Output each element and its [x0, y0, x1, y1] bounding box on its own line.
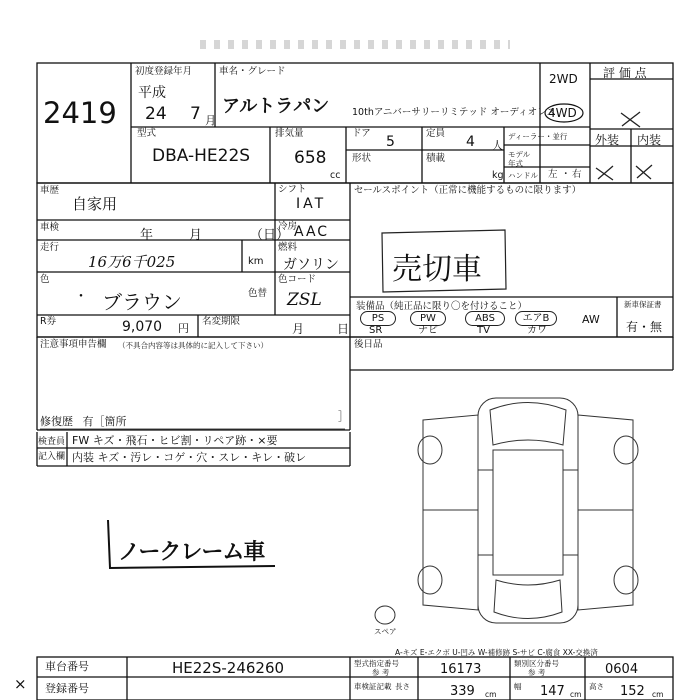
- mileage-value: 16万6千025: [88, 253, 176, 271]
- spare-label: スペア: [374, 627, 397, 636]
- notes-label: 注意事項申告欄: [40, 339, 107, 350]
- inspection-day: （日）: [250, 228, 290, 243]
- chassis-label: 車台番号: [45, 660, 89, 673]
- equip-pw: PW: [410, 311, 446, 326]
- sales-point-note: 売切車: [392, 252, 482, 287]
- aircon-label: 冷房: [278, 221, 298, 232]
- repair-text: 有［箇所: [82, 415, 127, 428]
- equip-navi: ナビ: [418, 325, 438, 336]
- lot-number: 2419: [43, 96, 117, 130]
- car-damage-diagram: [375, 398, 638, 624]
- history-label: 車歴: [40, 185, 60, 196]
- inspector-label-2: 記入欄: [38, 452, 66, 462]
- aircon-value: AAC: [294, 224, 330, 240]
- inspection-day-text: 日: [263, 228, 277, 243]
- equip-airbag: エアB: [515, 311, 557, 326]
- equip-aw: AW: [582, 313, 600, 326]
- model-value: DBA-HE22S: [152, 146, 251, 166]
- seating-label: 定員: [426, 128, 446, 139]
- category-sub: 参 考: [528, 668, 546, 677]
- width-value: 147: [540, 684, 565, 699]
- dealer-label: ディーラー・並行: [508, 132, 568, 141]
- history-value: 自家用: [72, 195, 118, 213]
- category-value: 0604: [605, 662, 639, 677]
- warranty-label: 新車保証書: [624, 300, 662, 309]
- era: 平成: [138, 85, 166, 101]
- model-label: 型式: [137, 128, 157, 139]
- name-change-label: 名変期限: [202, 316, 241, 327]
- equip-abs: ABS: [465, 311, 505, 326]
- recycle-label: R券: [40, 316, 57, 327]
- mileage-label: 走行: [40, 242, 60, 253]
- doors-label: ドア: [352, 128, 371, 139]
- repair-label: 修復歴: [40, 415, 73, 428]
- equip-leather: カワ: [527, 325, 547, 336]
- inspector-line-2: 内装 キズ・汚レ・コゲ・穴・スレ・キレ・破レ: [72, 451, 307, 464]
- height-label: 高さ: [589, 682, 604, 691]
- shape-label: 形状: [352, 153, 372, 164]
- drive-2wd: 2WD: [549, 72, 578, 86]
- inspection-year: 年: [140, 228, 154, 243]
- handle-label: ハンドル: [508, 171, 538, 180]
- category-label: 類別区分番号: [514, 659, 559, 668]
- length-label: 長さ: [395, 682, 410, 691]
- shift-value: IAT: [296, 196, 327, 212]
- name-change-day: 日: [337, 322, 350, 336]
- equip-sr: SR: [369, 325, 383, 336]
- reg-month-unit: 月: [205, 114, 216, 127]
- handle-right: 右: [572, 169, 582, 180]
- width-label: 幅: [514, 682, 522, 691]
- width-unit: cm: [570, 690, 582, 699]
- reg-year: 24: [145, 104, 167, 124]
- notes-sub: （不具合内容等は具体的に記入して下さい）: [118, 341, 268, 350]
- car-name-label: 車名・グレード: [219, 66, 286, 77]
- inspector-label-1: 検査員: [38, 437, 66, 447]
- drive-4wd: 4WD: [548, 106, 577, 120]
- equipment-label: 装備品（純正品に限り〇を付けること）: [356, 301, 528, 312]
- mileage-unit: km: [248, 256, 264, 267]
- length-value: 339: [450, 684, 475, 699]
- inspection-label: 車検: [40, 222, 60, 233]
- car-name: アルトラパン: [222, 96, 330, 117]
- displacement-label: 排気量: [275, 128, 304, 139]
- load-unit: kg: [492, 170, 504, 181]
- recycle-value: 9,070: [122, 319, 163, 335]
- inspector-line-1: FW キズ・飛石・ヒビ割・リペア跡・×要: [72, 434, 278, 447]
- recycle-unit: 円: [178, 322, 189, 335]
- seating-unit: 人: [492, 139, 503, 152]
- sales-point-label: セールスポイント（正常に機能するものに限ります）: [354, 185, 582, 196]
- header-strip: [200, 40, 510, 49]
- model-year-label: モデル 年式: [508, 150, 531, 168]
- type-designation-sub: 参 考: [372, 668, 390, 677]
- color-code-label: 色コード: [278, 274, 317, 285]
- registration-label: 登録番号: [45, 682, 89, 695]
- doors-value: 5: [386, 134, 395, 150]
- handle-left: 左: [548, 169, 558, 180]
- handle-sep: ・: [561, 169, 571, 180]
- repair-close-bracket: ］: [338, 410, 349, 423]
- type-designation-label: 型式指定番号: [354, 659, 399, 668]
- exterior-label: 外装: [595, 133, 620, 147]
- name-change-month: 月: [292, 322, 305, 336]
- equip-ps: PS: [360, 311, 396, 326]
- equip-tv: TV: [477, 325, 490, 336]
- fuel-value: ガソリン: [283, 257, 339, 273]
- color-value: ブラウン: [102, 290, 182, 314]
- color-code-value: ZSL: [287, 290, 322, 310]
- height-value: 152: [620, 684, 645, 699]
- warranty-value: 有・無: [626, 320, 663, 334]
- later-date-label: 後日品: [354, 339, 383, 350]
- damage-legend: A-キズ E-エクボ U-凹み W-補修跡 S-サビ C-腐食 XX-交換済: [395, 648, 598, 657]
- car-grade: 10thアニバーサリーリミテッド オーディオレス: [352, 107, 556, 118]
- load-label: 積載: [426, 153, 446, 164]
- type-designation-value: 16173: [440, 662, 482, 677]
- length-unit: cm: [485, 690, 497, 699]
- displacement-unit: cc: [330, 170, 341, 181]
- seating-value: 4: [466, 134, 475, 150]
- inspection-month: 月: [189, 228, 203, 243]
- no-claim-stamp: ノークレーム車: [118, 540, 265, 565]
- chassis-value: HE22S-246260: [172, 659, 285, 677]
- displacement-value: 658: [294, 148, 327, 168]
- grade-label: 評 価 点: [603, 66, 647, 80]
- color-change-label: 色替: [248, 288, 268, 299]
- repair-value: [40, 413, 127, 429]
- height-unit: cm: [652, 690, 664, 699]
- shift-label: シフト: [278, 184, 307, 195]
- registration-x: ×: [14, 675, 27, 693]
- fuel-label: 燃料: [278, 242, 298, 253]
- dims-label: 車検証記載: [354, 682, 392, 691]
- first-reg-label: 初度登録年月: [135, 66, 193, 77]
- color-dot: ・: [74, 289, 88, 305]
- color-label: 色: [40, 274, 50, 285]
- reg-month: 7: [190, 104, 201, 124]
- interior-label: 内装: [637, 133, 662, 147]
